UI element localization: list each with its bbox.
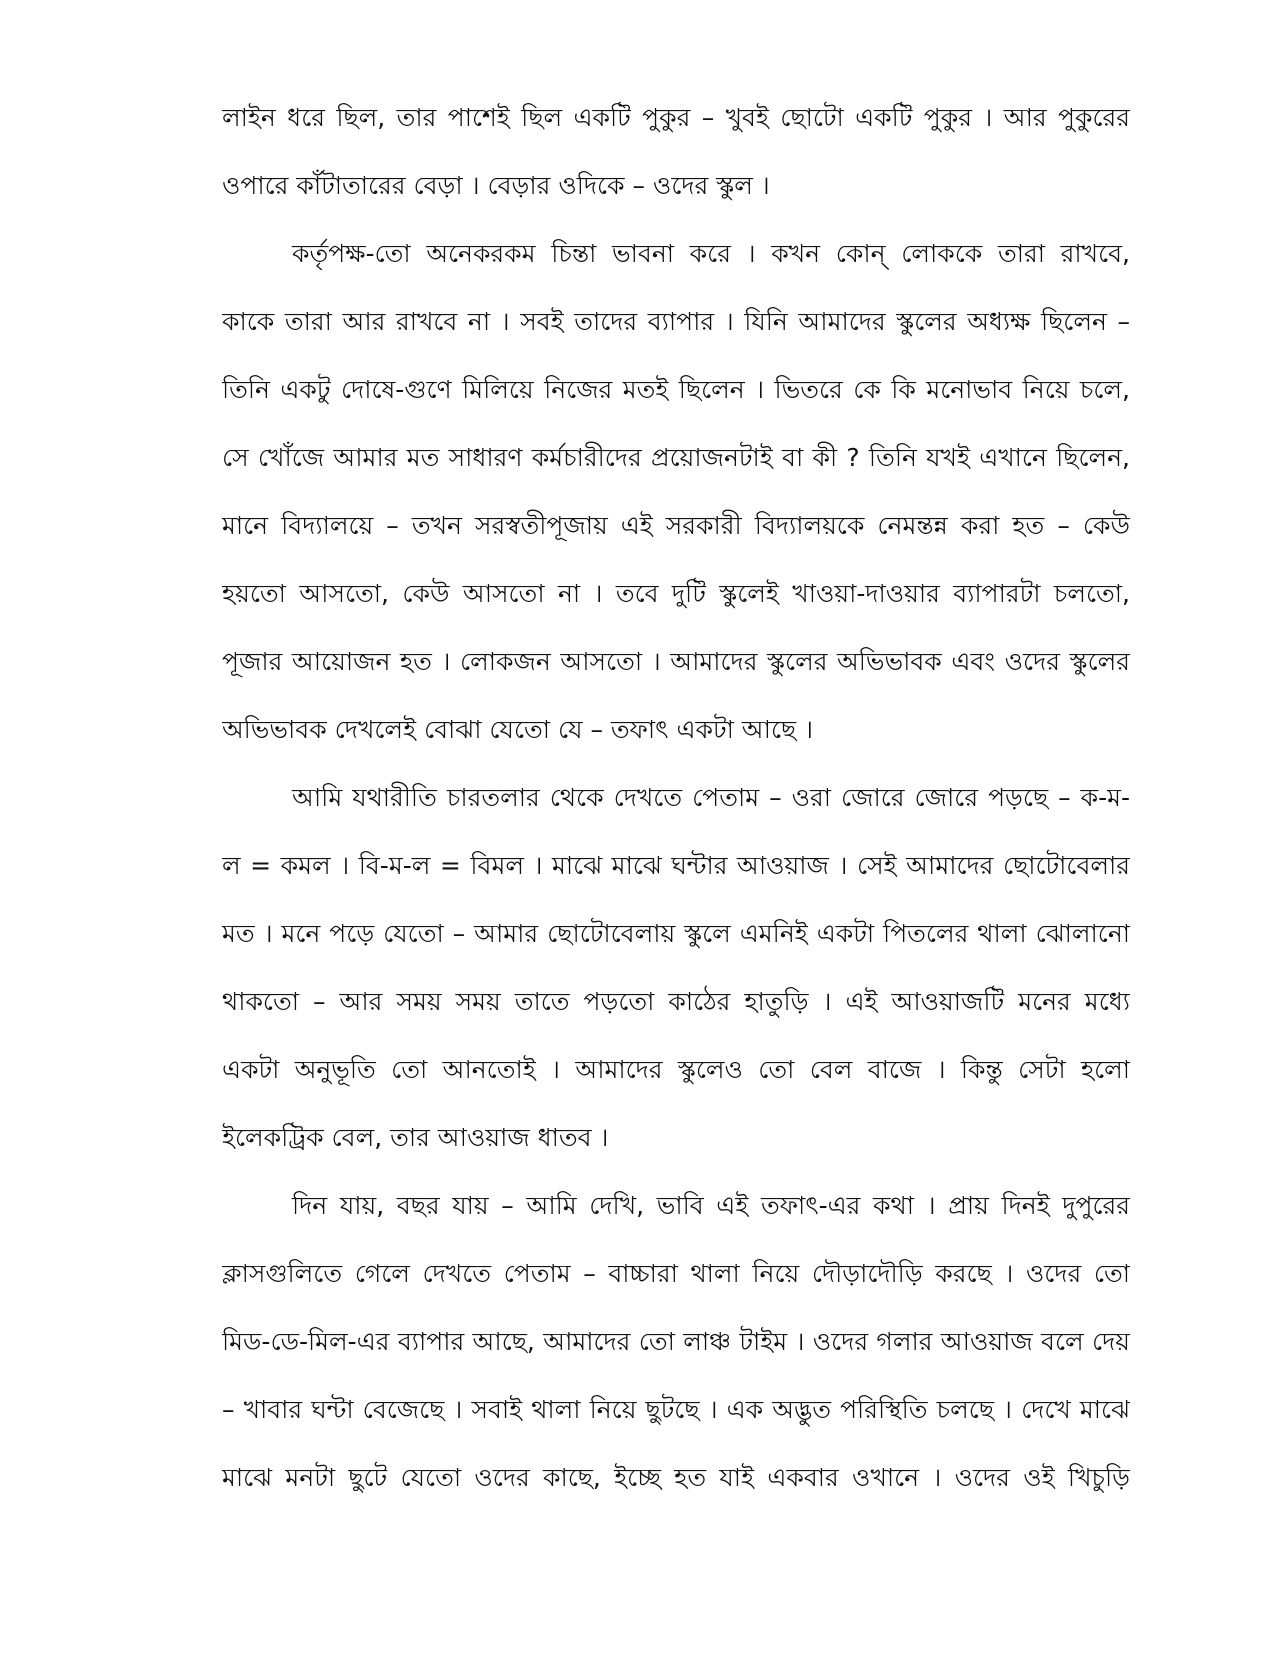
text-line: তিনি একটু দোষে-গুণে মিলিয়ে নিজের মতই ছিলেন । ভিতরে কে কি মনোভাব নিয়ে চলে, (222, 375, 1130, 404)
text-line: সে খোঁজে আমার মত সাধারণ কর্মচারীদের প্রয়োজনটাই বা কী ? তিনি যখই এখানে ছিলেন, (222, 443, 1130, 472)
paragraph-first-line: কর্তৃপক্ষ-তো অনেকরকম চিন্তা ভাবনা করে । কখন কোন্ লোককে তারা রাখবে, (292, 239, 1130, 268)
text-line: কাকে তারা আর রাখবে না । সবই তাদের ব্যাপার । যিনি আমাদের স্কুলের অধ্যক্ষ ছিলেন – (222, 307, 1130, 336)
text-line: পূজার আয়োজন হত । লোকজন আসতো । আমাদের স্কুলের অভিভাবক এবং ওদের স্কুলের (222, 647, 1130, 676)
text-line: মিড-ডে-মিল-এর ব্যাপার আছে, আমাদের তো লাঞ্চ টাইম । ওদের গলার আওয়াজ বলে দেয় (222, 1327, 1130, 1356)
text-line: থাকতো – আর সময় সময় তাতে পড়তো কাঠের হাতুড়ি । এই আওয়াজটি মনের মধ্যে (222, 987, 1130, 1016)
text-line: একটা অনুভূতি তো আনতোই । আমাদের স্কুলেও তো বেল বাজে । কিন্তু সেটা হলো (222, 1055, 1130, 1084)
paragraph-first-line: আমি যথারীতি চারতলার থেকে দেখতে পেতাম – ওরা জোরে জোরে পড়ছে – ক-ম- (292, 783, 1130, 812)
text-line: ওপারে কাঁটাতারের বেড়া । বেড়ার ওদিকে – ওদের স্কুল । (222, 171, 770, 200)
text-line: ল = কমল । বি-ম-ল = বিমল । মাঝে মাঝে ঘন্টার আওয়াজ । সেই আমাদের ছোটোবেলার (222, 851, 1130, 880)
paragraph-first-line: দিন যায়, বছর যায় – আমি দেখি, ভাবি এই তফাৎ-এর কথা । প্রায় দিনই দুপুরের (292, 1191, 1130, 1220)
text-line: অভিভাবক দেখলেই বোঝা যেতো যে – তফাৎ একটা আছে । (222, 715, 814, 744)
text-line: ক্লাসগুলিতে গেলে দেখতে পেতাম – বাচ্চারা থালা নিয়ে দৌড়াদৌড়ি করছে । ওদের তো (222, 1259, 1130, 1288)
text-line: মানে বিদ্যালয়ে – তখন সরস্বতীপূজায় এই সরকারী বিদ্যালয়কে নেমন্তন্ন করা হত – কেউ (222, 511, 1130, 540)
document-text (222, 84, 1130, 1512)
text-line: মত । মনে পড়ে যেতো – আমার ছোটোবেলায় স্কুলে এমনিই একটা পিতলের থালা ঝোলানো (222, 919, 1130, 948)
text-line: লাইন ধরে ছিল, তার পাশেই ছিল একটি পুকুর – খুবই ছোটো একটি পুকুর । আর পুকুরের (222, 103, 1130, 132)
text-line: মাঝে মনটা ছুটে যেতো ওদের কাছে, ইচ্ছে হত যাই একবার ওখানে । ওদের ওই খিচুড়ি (222, 1463, 1130, 1492)
text-line: – খাবার ঘন্টা বেজেছে । সবাই থালা নিয়ে ছুটছে । এক অদ্ভুত পরিস্থিতি চলছে । দেখে মাঝে (222, 1395, 1130, 1424)
text-line: হয়তো আসতো, কেউ আসতো না । তবে দুটি স্কুলেই খাওয়া-দাওয়ার ব্যাপারটা চলতো, (222, 579, 1130, 608)
text-line: ইলেকট্রিক বেল, তার আওয়াজ ধাতব । (222, 1123, 609, 1152)
